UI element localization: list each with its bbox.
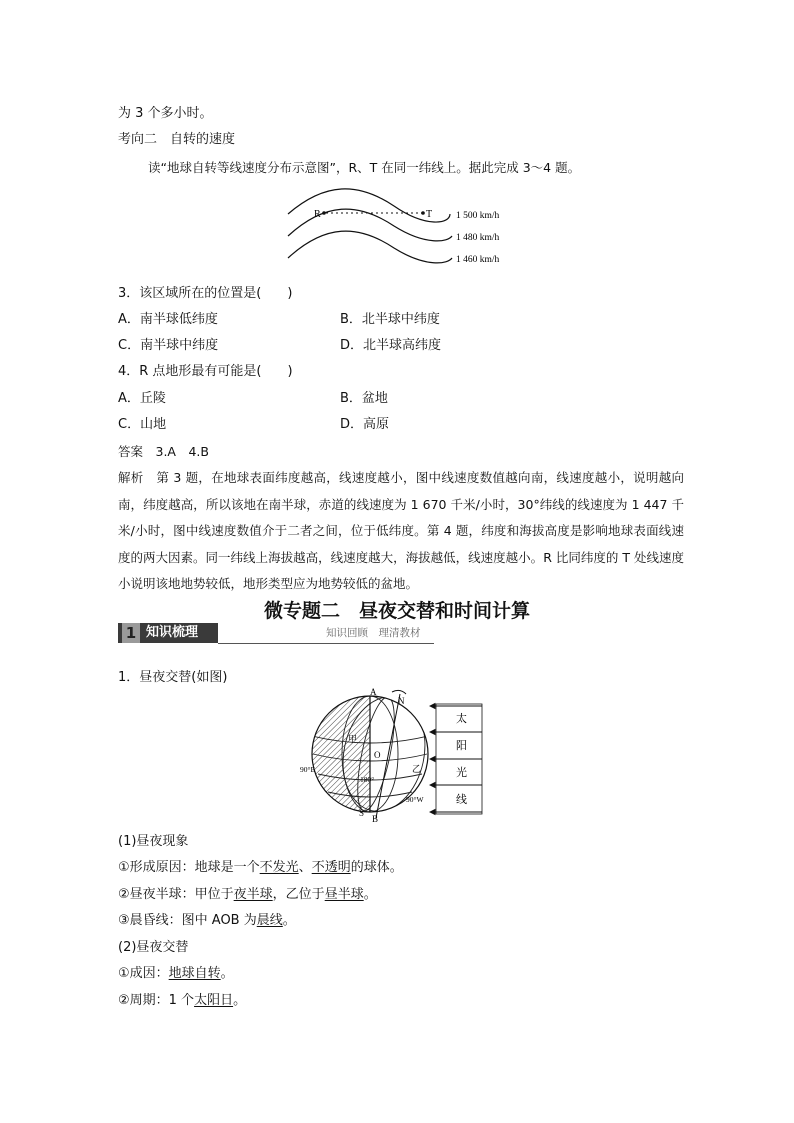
q4-option-b: B．盆地 bbox=[340, 391, 388, 406]
p1-item-a: ①形成原因：地球是一个不发光、不透明的球体。 bbox=[118, 860, 403, 875]
point-t bbox=[421, 211, 425, 215]
label-o: O bbox=[374, 750, 381, 760]
label-90e: 90°E bbox=[300, 765, 316, 774]
label-1500: 1 500 km/h bbox=[456, 211, 500, 221]
globe-figure bbox=[296, 686, 496, 826]
rotation-arrow-icon bbox=[392, 690, 406, 694]
label-1460: 1 460 km/h bbox=[456, 255, 500, 265]
q4-option-a: A．丘陵 bbox=[118, 391, 166, 406]
banner-number: 1 bbox=[122, 623, 140, 643]
isovelocity-figure bbox=[280, 184, 520, 270]
question-intro: 读“地球自转等线速度分布示意图”，R、T 在同一纬线上。据此完成 3～4 题。 bbox=[148, 160, 581, 175]
analysis-paragraph: 解析 第 3 题，在地球表面纬度越高，线速度越小，图中线速度数值越向南，线速度越小，说明越向南，纬度越高，所以该地在南半球，赤道的线速度为 1 670 千米/小时，30°纬线的线速度为 1 447 千米/小时，图中线速度数值介于二者之间，位于低纬度。第 4 题，纬度和海拔高度是影响地球表面线速度的两大因素。同一纬线上海拔越高，线速度越大，海拔越低，线速度越小。R 比同纬度的 T 处线速度小说明该地地势较低，地形类型应为地势较低的盆地。 bbox=[118, 470, 684, 591]
q3-option-a: A．南半球低纬度 bbox=[118, 312, 218, 327]
sun-char-2: 阳 bbox=[456, 740, 467, 752]
label-s: S bbox=[359, 808, 365, 818]
p1-heading: (1)昼夜现象 bbox=[118, 834, 189, 849]
label-t: T bbox=[426, 209, 433, 220]
point-r bbox=[322, 211, 326, 215]
isoline-1460 bbox=[288, 231, 452, 263]
label-a: A bbox=[370, 687, 377, 697]
knowledge-banner bbox=[118, 623, 434, 645]
p1-item-b: ②昼夜半球：甲位于夜半球，乙位于昼半球。 bbox=[118, 887, 377, 902]
banner-title: 知识梳理 bbox=[146, 625, 199, 640]
p2-item-a: ①成因：地球自转。 bbox=[118, 966, 234, 981]
q3-option-b: B．北半球中纬度 bbox=[340, 312, 440, 327]
q3-stem: 3．该区域所在的位置是( ) bbox=[118, 286, 293, 301]
label-n: N bbox=[398, 696, 405, 706]
q3-option-d: D．北半球高纬度 bbox=[340, 338, 442, 353]
section-label: 考向二 自转的速度 bbox=[118, 132, 236, 147]
label-r: R bbox=[314, 209, 321, 220]
q4-stem: 4．R 点地形最有可能是( ) bbox=[118, 364, 293, 379]
label-180: 180° bbox=[360, 775, 375, 784]
p1-item-c: ③晨昏线：图中 AOB 为晨线。 bbox=[118, 913, 296, 928]
answer-line: 答案 3.A 4.B bbox=[118, 444, 209, 459]
label-yi: 乙 bbox=[412, 764, 422, 774]
banner-underline bbox=[218, 643, 434, 644]
topic-title: 微专题二 昼夜交替和时间计算 bbox=[263, 600, 530, 622]
sun-char-3: 光 bbox=[456, 767, 467, 779]
top-line: 为 3 个多小时。 bbox=[118, 106, 213, 121]
p2-heading: (2)昼夜交替 bbox=[118, 940, 189, 955]
section1-heading: 1．昼夜交替(如图) bbox=[118, 670, 228, 685]
q4-option-d: D．高原 bbox=[340, 417, 390, 432]
banner-subtitle: 知识回顾 理清教材 bbox=[326, 627, 421, 639]
q4-option-c: C．山地 bbox=[118, 417, 167, 432]
p2-item-b: ②周期：1 个太阳日。 bbox=[118, 993, 247, 1008]
sun-char-4: 线 bbox=[456, 794, 467, 806]
sun-char-1: 太 bbox=[456, 713, 467, 725]
label-jia: 甲 bbox=[348, 734, 358, 744]
q3-option-c: C．南半球中纬度 bbox=[118, 338, 219, 353]
label-1480: 1 480 km/h bbox=[456, 233, 500, 243]
label-90w: 90°W bbox=[406, 795, 424, 804]
label-b: B bbox=[372, 814, 379, 824]
